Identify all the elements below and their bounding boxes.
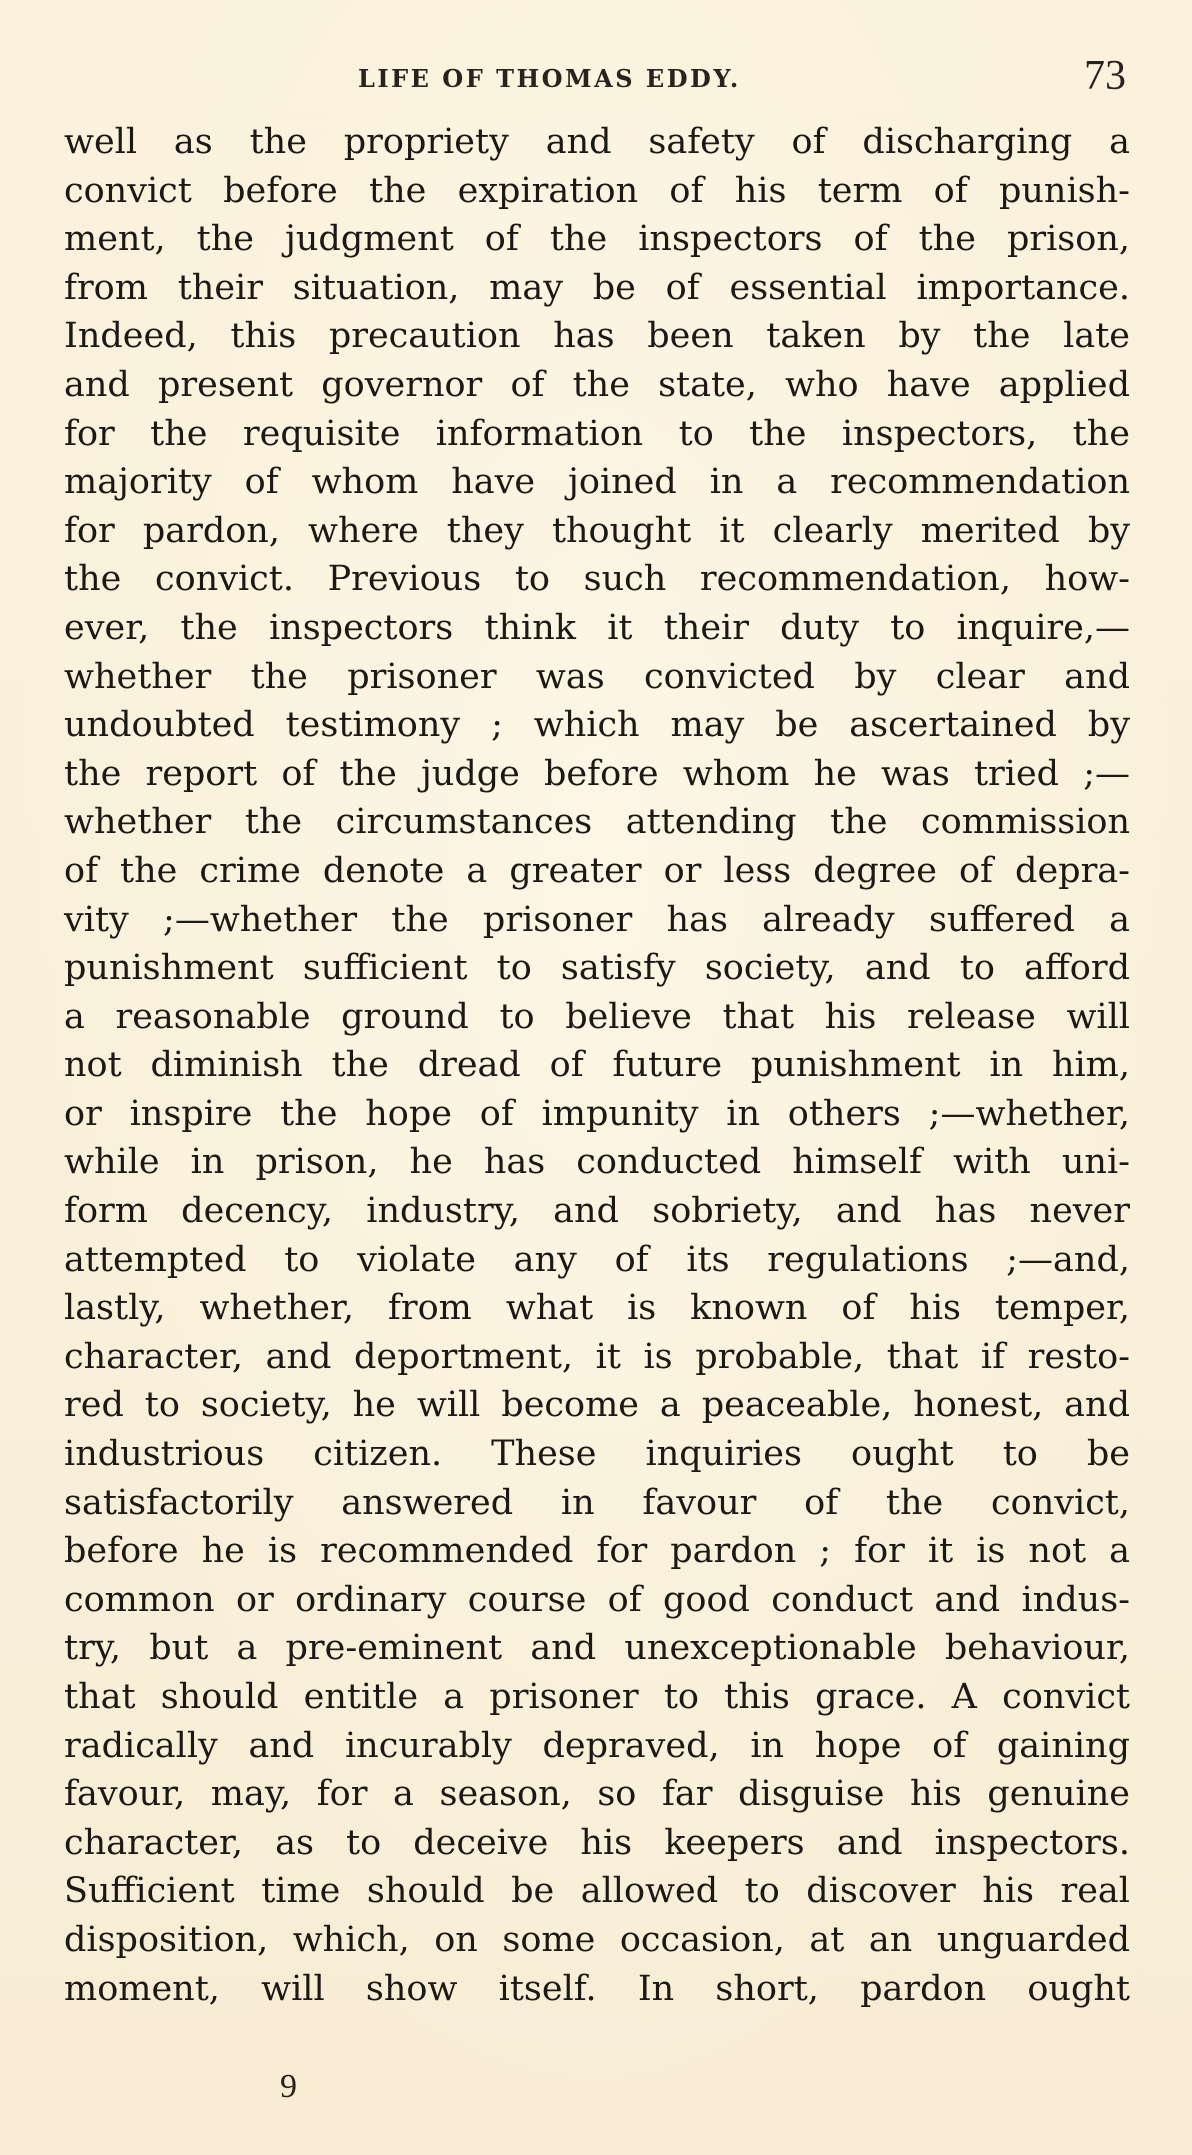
text-line: try, but a pre-eminent and unexceptionable behaviour, bbox=[64, 1628, 1130, 1669]
page-number: 73 bbox=[1084, 53, 1126, 99]
text-line: industrious citizen. These inquiries ought to be bbox=[64, 1434, 1130, 1475]
text-line: the report of the judge before whom he was tried ;— bbox=[64, 753, 1130, 794]
text-line: character, as to deceive his keepers and inspectors. bbox=[64, 1822, 1130, 1863]
text-line: a reasonable ground to believe that his release will bbox=[64, 996, 1130, 1037]
text-line: radically and incurably depraved, in hope of gaining bbox=[64, 1725, 1130, 1766]
text-line: Indeed, this precaution has been taken by the late bbox=[64, 316, 1130, 357]
text-line: form decency, industry, and sobriety, and has never bbox=[64, 1191, 1130, 1232]
text-line: well as the propriety and safety of discharging a bbox=[64, 122, 1130, 162]
text-line: for the requisite information to the inspectors, the bbox=[64, 413, 1130, 454]
text-line: ever, the inspectors think it their duty to inquire,— bbox=[64, 607, 1130, 648]
text-line: vity ;—whether the prisoner has already suffered a bbox=[64, 899, 1130, 940]
text-line: of the crime denote a greater or less degree of depra- bbox=[64, 850, 1130, 891]
text-line: for pardon, where they thought it clearly merited by bbox=[64, 510, 1130, 551]
text-line: not diminish the dread of future punishment in him, bbox=[64, 1045, 1130, 1086]
signature-mark: 9 bbox=[280, 2068, 297, 2105]
text-line: favour, may, for a season, so far disguise his genuine bbox=[64, 1774, 1130, 1815]
text-line: attempted to violate any of its regulations ;—and, bbox=[64, 1239, 1130, 1280]
text-line: while in prison, he has conducted himself with uni- bbox=[64, 1142, 1130, 1183]
text-line: the convict. Previous to such recommendation, how- bbox=[64, 559, 1130, 600]
text-line: majority of whom have joined in a recommendation bbox=[64, 462, 1130, 503]
text-line: undoubted testimony ; which may be ascertained by bbox=[64, 705, 1130, 746]
text-line: satisfactorily answered in favour of the convict, bbox=[64, 1482, 1130, 1523]
running-title: LIFE OF THOMAS EDDY. bbox=[358, 64, 741, 93]
text-line: from their situation, may be of essential importance. bbox=[64, 267, 1130, 308]
text-line: disposition, which, on some occasion, at an unguarded bbox=[64, 1919, 1130, 1960]
running-head bbox=[0, 52, 1192, 102]
text-line: Sufficient time should be allowed to discover his real bbox=[64, 1871, 1130, 1912]
text-line: ment, the judgment of the inspectors of the prison, bbox=[64, 219, 1130, 260]
text-line: that should entitle a prisoner to this grace. A convict bbox=[64, 1677, 1130, 1717]
text-line: red to society, he will become a peaceable, honest, and bbox=[64, 1385, 1130, 1426]
text-line: common or ordinary course of good conduct and indus- bbox=[64, 1579, 1130, 1620]
text-line: whether the prisoner was convicted by clear and bbox=[64, 656, 1130, 697]
text-line: convict before the expiration of his term of punish- bbox=[64, 170, 1130, 211]
text-line: before he is recommended for pardon ; for it is not a bbox=[64, 1531, 1130, 1572]
body-text bbox=[64, 118, 1130, 2013]
text-line: moment, will show itself. In short, pardon ought bbox=[64, 1968, 1130, 2009]
text-line: and present governor of the state, who have applied bbox=[64, 364, 1130, 405]
text-line: punishment sufficient to satisfy society, and to afford bbox=[64, 948, 1130, 989]
text-line: lastly, whether, from what is known of his temper, bbox=[64, 1288, 1130, 1329]
text-line: character, and deportment, it is probable, that if resto- bbox=[64, 1336, 1130, 1377]
text-line: or inspire the hope of impunity in others ;—whether, bbox=[64, 1093, 1130, 1134]
text-line: whether the circumstances attending the commission bbox=[64, 802, 1130, 843]
